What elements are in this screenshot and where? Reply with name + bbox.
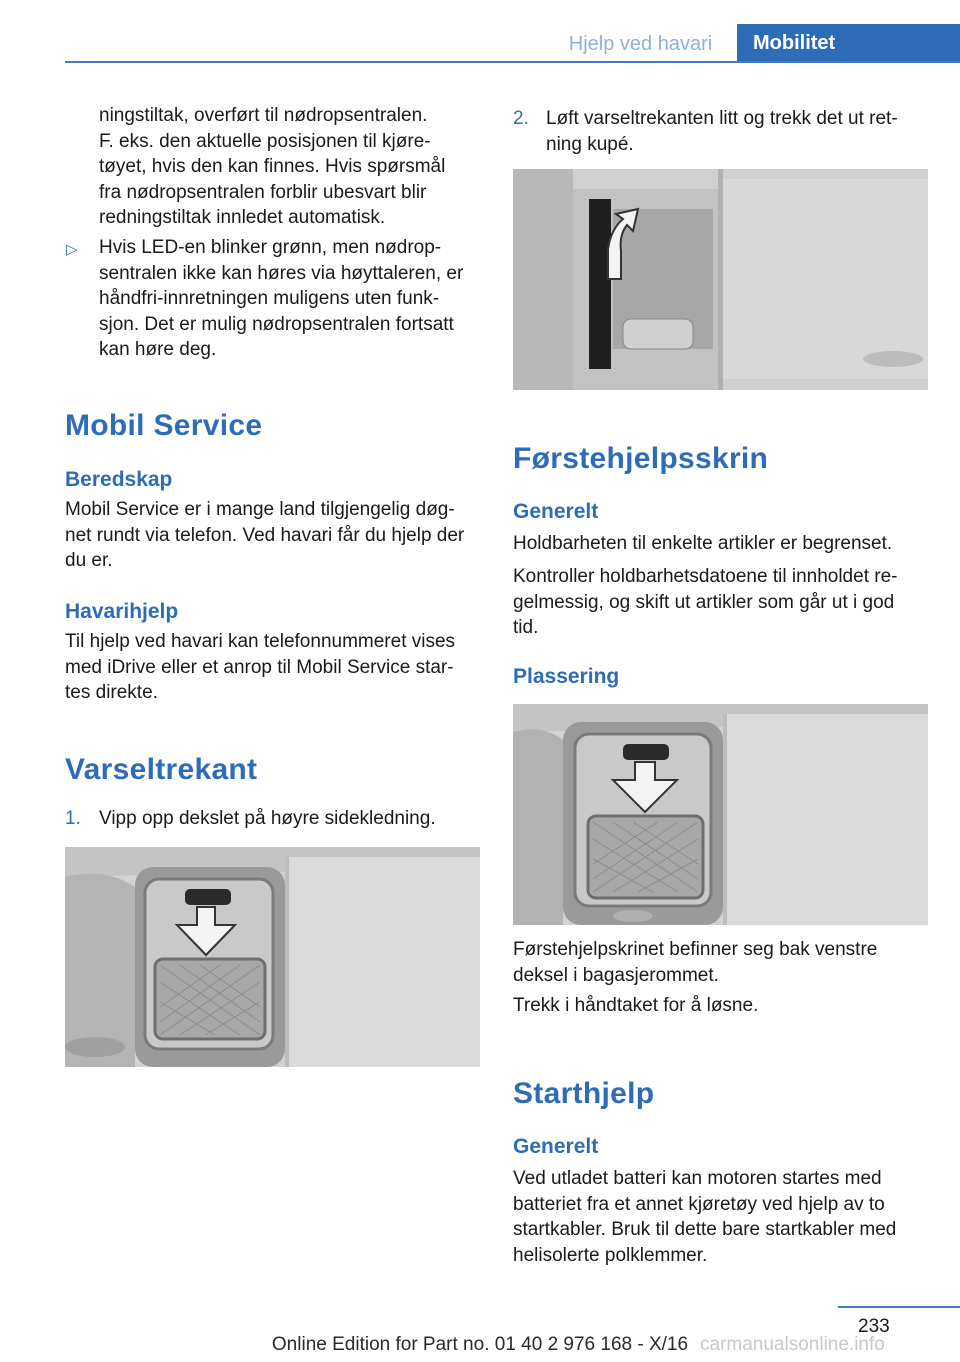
heading-varseltrekant: Varseltrekant	[65, 753, 258, 786]
text-line: kan høre deg.	[99, 339, 217, 360]
step-2-text	[546, 106, 898, 157]
text-line: du er.	[65, 550, 113, 571]
text-line: fra nødropsentralen forblir ubesvart blir	[99, 181, 427, 203]
text-line: Løft varseltrekanten litt og trekk det ut ret-	[546, 108, 898, 129]
generelt-paragraph-2	[513, 564, 897, 641]
warning-triangle-photo	[513, 169, 928, 390]
text-line: batteriet fra et annet kjøretøy ved hjelp av to	[513, 1193, 885, 1215]
bullet-triangle-icon: ▷	[66, 241, 78, 258]
subheading-generelt: Generelt	[513, 500, 599, 523]
text-line: tes direkte.	[65, 682, 158, 703]
subheading-beredskap: Beredskap	[65, 468, 173, 491]
step-1-text: Vipp opp dekslet på høyre sidekledning.	[99, 808, 436, 829]
subheading-generelt: Generelt	[513, 1135, 599, 1158]
text-line: net rundt via telefon. Ved havari får du hjelp der	[65, 524, 465, 546]
text-line: sentralen ikke kan høres via høyttaleren, er	[99, 262, 464, 284]
header-rule	[65, 61, 960, 63]
continued-paragraph	[99, 103, 445, 231]
edition-footer: Online Edition for Part no. 01 40 2 976 168 - X/16	[271, 1334, 689, 1355]
step-number: 2.	[513, 108, 529, 129]
first-aid-kit-photo	[513, 704, 928, 925]
page-number: 233	[858, 1316, 890, 1337]
plassering-paragraph-1	[513, 937, 877, 988]
text-line: ningstiltak, overført til nødropsentralen.	[99, 105, 428, 126]
text-line: F. eks. den aktuelle posisjonen til kjøre-	[99, 130, 431, 152]
bullet-paragraph	[99, 235, 463, 363]
subheading-plassering: Plassering	[513, 665, 620, 688]
header-chapter-tab[interactable]: Mobilitet	[737, 24, 960, 62]
text-line: gelmessig, og skift ut artikler som går ut i god	[513, 591, 895, 613]
text-line: sjon. Det er mulig nødropsentralen fortsatt	[99, 313, 454, 335]
text-line: ning kupé.	[546, 133, 634, 155]
text-line: tid.	[513, 617, 539, 638]
trim-panel-photo	[65, 847, 480, 1067]
plassering-paragraph-2: Trekk i håndtaket for å løsne.	[513, 995, 759, 1016]
generelt-paragraph-1: Holdbarheten til enkelte artikler er begrenset.	[513, 533, 893, 554]
text-line: med iDrive eller et anrop til Mobil Service star-	[65, 656, 454, 678]
text-line: helisolerte polklemmer.	[513, 1244, 708, 1266]
header-section-link[interactable]: Hjelp ved havari	[568, 33, 713, 55]
heading-mobil-service: Mobil Service	[65, 409, 263, 442]
watermark: carmanualsonline.info	[700, 1334, 885, 1355]
text-line: Kontroller holdbarhetsdatoene til innholdet re-	[513, 566, 898, 587]
footer-rule	[838, 1306, 960, 1308]
text-line: Til hjelp ved havari kan telefonnummeret vises	[65, 631, 456, 652]
text-line: startkabler. Bruk til dette bare startkabler med	[513, 1219, 897, 1240]
beredskap-paragraph	[65, 497, 464, 574]
heading-starthjelp: Starthjelp	[513, 1077, 655, 1110]
text-line: Mobil Service er i mange land tilgjengelig døg-	[65, 499, 455, 520]
subheading-havarihjelp: Havarihjelp	[65, 600, 179, 623]
text-line: håndfri-innretningen muligens uten funk-	[99, 288, 440, 309]
text-line: Ved utladet batteri kan motoren startes med	[513, 1168, 882, 1189]
text-line: deksel i bagasjerommet.	[513, 964, 719, 986]
step-number: 1.	[65, 808, 81, 829]
starthjelp-paragraph	[513, 1166, 896, 1268]
havarihjelp-paragraph	[65, 629, 455, 706]
text-line: redningstiltak innledet automatisk.	[99, 207, 386, 228]
text-line: Førstehjelpskrinet befinner seg bak venstre	[513, 939, 878, 960]
text-line: Hvis LED-en blinker grønn, men nødrop-	[99, 237, 442, 258]
text-line: tøyet, hvis den kan finnes. Hvis spørsmål	[99, 156, 446, 177]
heading-forstehjelpsskrin: Førstehjelpsskrin	[513, 442, 769, 475]
